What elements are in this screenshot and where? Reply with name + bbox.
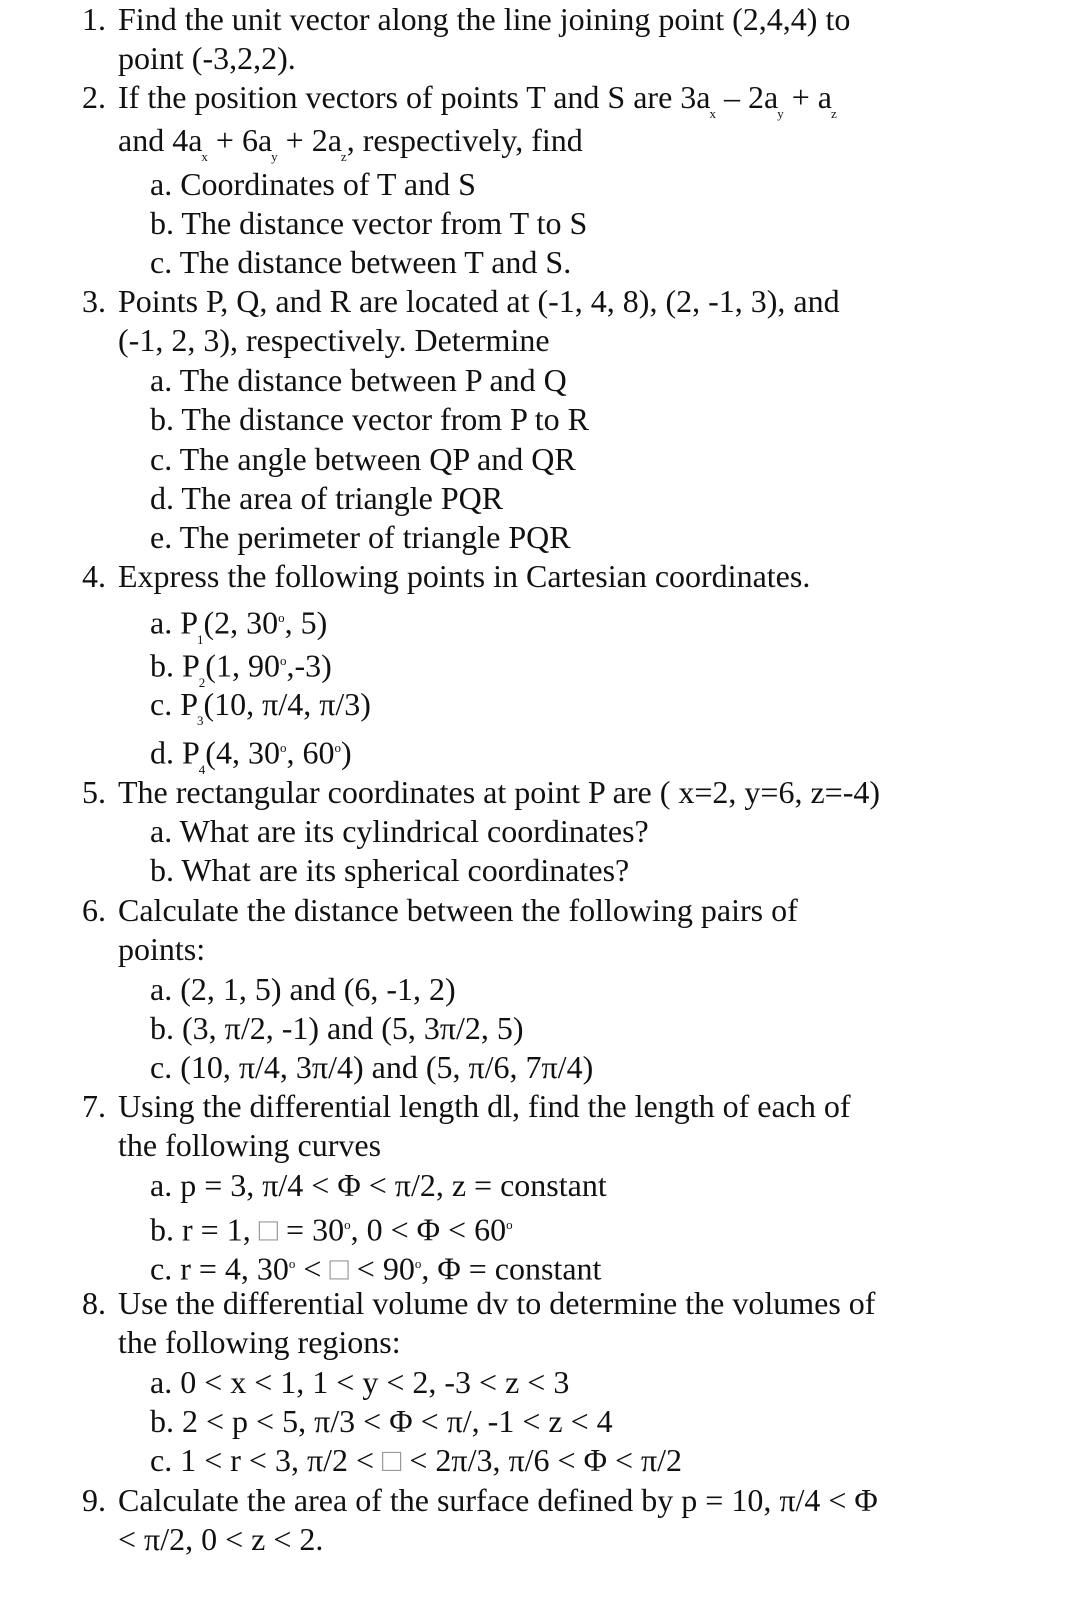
question-6: 6. Calculate the distance between the following pairs of: [82, 892, 798, 928]
question-1-cont: point (-3,2,2).: [118, 40, 296, 76]
question-4a: a. $P_1(2$, 30$^o$, 5): [150, 604, 328, 647]
question-7a: a. p = 3, π/4 < Φ < π/2, z = constant: [150, 1167, 607, 1203]
question-3a: a. The distance between P and Q: [150, 362, 567, 398]
question-7: 7. Using the differential length dl, find the length of each of: [82, 1088, 851, 1124]
question-7b: b. r = 1, □ = $30^o$, $0 < \Phi < 60^o$: [150, 1211, 513, 1248]
question-2a: a. Coordinates of T and S: [150, 166, 476, 202]
question-5b: b. What are its spherical coordinates?: [150, 852, 630, 888]
question-6b: b. (3, π/2, -1) and (5, 3π/2, 5): [150, 1010, 524, 1046]
question-5: 5. The rectangular coordinates at point P are ( x=2, y=6, z=-4): [82, 774, 881, 810]
question-8: 8. Use the differential volume dv to determine the volumes of: [82, 1285, 876, 1321]
question-7c: c. r = 4, $30^o$ < □ < $90^o$, Φ = constant: [150, 1250, 602, 1287]
question-6c: c. (10, π/4, 3π/4) and (5, π/6, 7π/4): [150, 1049, 594, 1085]
question-1: 1. Find the unit vector along the line joining point (2,4,4) to: [82, 1, 851, 37]
question-3b: b. The distance vector from P to R: [150, 401, 590, 437]
question-2: 2. If the position vectors of points T and S are $3a_x - 2a_y + a_z$: [82, 79, 837, 121]
question-3d: d. The area of triangle PQR: [150, 480, 504, 516]
question-8b: b. 2 < p < 5, π/3 < Φ < π/, -1 < z < 4: [150, 1403, 613, 1439]
question-8a: a. 0 < x < 1, 1 < y < 2, -3 < z < 3: [150, 1364, 570, 1400]
question-3e: e. The perimeter of triangle PQR: [150, 519, 571, 555]
question-4: 4. Express the following points in Cartesian coordinates.: [82, 558, 811, 594]
question-4c: c. $P_3(10$, π/4, π/3): [150, 686, 371, 728]
question-3c: c. The angle between QP and QR: [150, 441, 576, 477]
question-2-cont: and $4a_x + 6a_y + 2a_z$, respectively, find: [118, 122, 583, 164]
missing-glyph-box: □: [329, 1250, 349, 1287]
question-2b: b. The distance vector from T to S: [150, 205, 588, 241]
question-6a: a. (2, 1, 5) and (6, -1, 2): [150, 971, 456, 1007]
question-9-cont: < π/2, 0 < z < 2.: [118, 1521, 324, 1557]
question-9: 9. Calculate the area of the surface defined by p = 10, π/4 < Φ: [82, 1482, 878, 1518]
question-5a: a. What are its cylindrical coordinates?: [150, 813, 649, 849]
question-2c: c. The distance between T and S.: [150, 244, 572, 280]
question-3-cont: (-1, 2, 3), respectively. Determine: [118, 322, 550, 358]
question-4d: d. $P_4(4$, 30$^o$, 60$^o$): [150, 734, 352, 777]
missing-glyph-box: □: [258, 1211, 279, 1248]
missing-glyph-box: □: [382, 1442, 402, 1478]
question-6-cont: points:: [118, 931, 206, 967]
question-8c: c. 1 < r < 3, π/2 < □ < 2π/3, π/6 < Φ < π/2: [150, 1442, 683, 1478]
question-8-cont: the following regions:: [118, 1324, 401, 1360]
question-7-cont: the following curves: [118, 1127, 382, 1163]
question-4b: b. $P_2(1$, 90$^o$,-3): [150, 647, 332, 690]
question-3: 3. Points P, Q, and R are located at (-1, 4, 8), (2, -1, 3), and: [82, 283, 840, 319]
